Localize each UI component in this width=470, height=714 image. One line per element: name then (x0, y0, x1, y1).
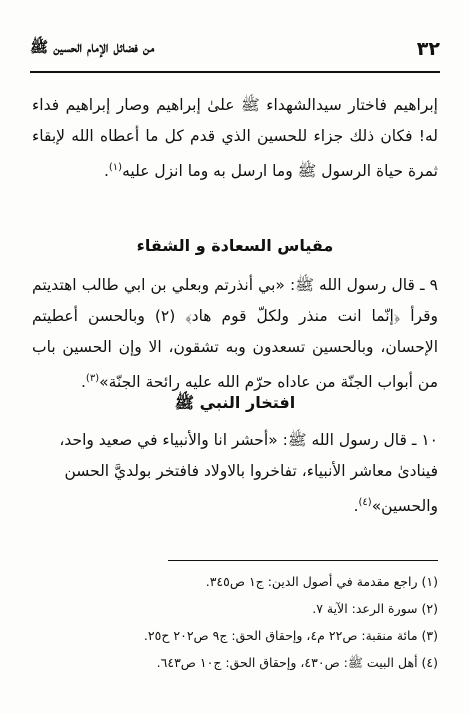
footnote-ref-3: (٣) (85, 373, 100, 384)
paragraph-intro-text: إبراهيم فاختار سيدالشهداء ﷺ علىٰ إبراهيم وصار إبراهيم فداء له! فكان ذلك جزاء للحسين الذي قدم كل ما أعطاه الله لإبقاء ثمرة حياة الرسول ﷺ وما ارسل به وما انزل عليه (32, 96, 438, 181)
footnote-ref-1: (١) (108, 162, 123, 173)
paragraph-intro (32, 90, 438, 187)
footnote-4: (٤) أهل البيت ﷺ: ص٤٣٠، وإحقاق الحق: ج١٠ ص٦٤٣. (156, 655, 438, 670)
footnote-3: (٣) مائة منقبة: ص٢٢ م٤، وإحقاق الحق: ج٩ ص٢٠٢ ح٢٥. (143, 628, 438, 643)
footnote-1: (١) راجع مقدمة في أصول الدين: ج١ ص٣٤٥. (205, 574, 438, 589)
hadith-10-line-3 (32, 487, 438, 522)
paragraph-hadith-10 (32, 425, 438, 522)
section-heading-pride: افتخار النبي ﷺ (174, 393, 296, 412)
hadith-10-line-2: فينادىٰ معاشر الأنبياء، تفاخروا بالاولاد فافتخر بولديَّ الحسن (64, 462, 438, 480)
hadith-10-line-3-text: والحسين» (371, 497, 438, 516)
running-header (30, 34, 440, 64)
paragraph-hadith-9-text: ٩ ـ قال رسول الله ﷺ: «بي أنذرتم وبعلي بن ابي طالب اهتديتم وقرأ ﴿إنّما انت منذر ولكلّ قوم هاد﴾ (٢) وبالحسن أعطيتم الإحسان، وبالحسين تسعدون وبه تشقون، الا وإن الحسين باب من أبواب الجنّة من عاداه حرّم الله عليه رائحة الجنّة» (32, 276, 438, 392)
footnote-2: (٢) سورة الرعد: الآية ٧. (312, 601, 438, 616)
footnotes (32, 568, 438, 676)
page-number: ٣٢ (416, 38, 440, 60)
period: . (353, 497, 359, 516)
footnote-divider (168, 560, 438, 561)
footnote-ref-4: (٤) (358, 497, 372, 508)
section-heading-happiness: مقياس السعادة و الشقاء (136, 236, 334, 255)
period: . (103, 162, 109, 181)
period: . (80, 373, 86, 392)
header-divider (30, 71, 440, 73)
paragraph-hadith-9 (32, 270, 438, 398)
hadith-10-line-1: ١٠ ـ قال رسول الله ﷺ: «أحشر انا والأنبياء في صعيد واحد، (59, 431, 438, 449)
running-title: من فضائل الإمام الحسين ﷺ (30, 38, 155, 56)
